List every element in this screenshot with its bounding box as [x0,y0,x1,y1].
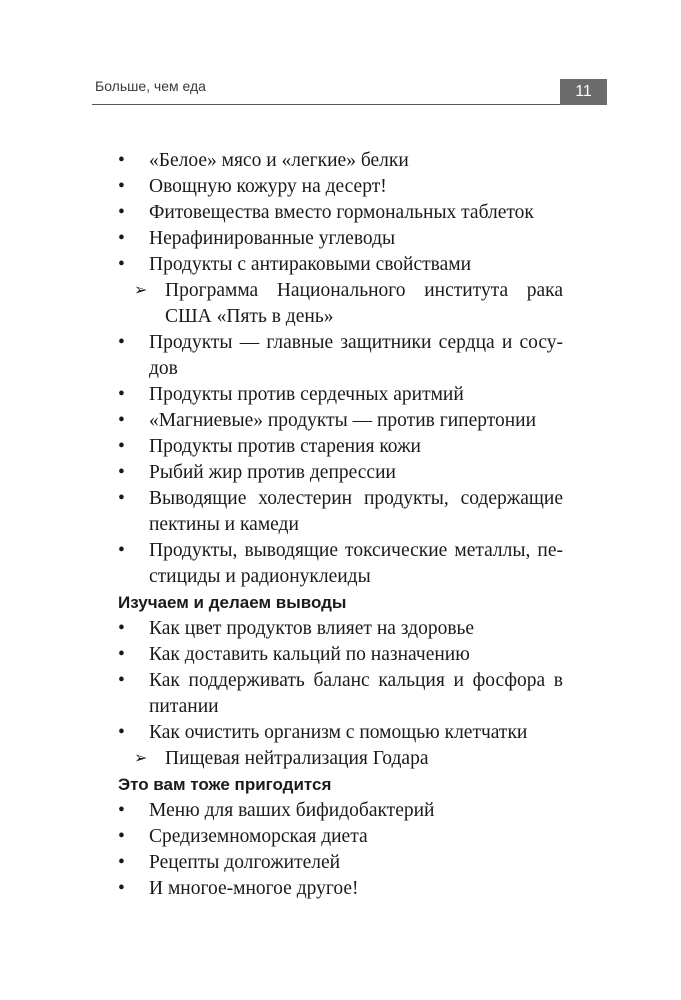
list-item [118,642,563,668]
bullet-icon: • [118,488,125,509]
bullet-icon: • [118,852,125,873]
bullet-icon: • [118,462,125,483]
list-item-text: И многое-многое другое! [149,878,359,899]
sub-list-item-text: Программа Национального института рака США «Пять в день» [165,280,563,327]
list-item-text: Выводящие холестерин продукты, содержащие пектины и камеди [149,488,563,535]
arrow-bullet-icon: ➢ [134,282,148,299]
list-item-text: Продукты с антираковыми свойствами [149,254,472,275]
bullet-icon: • [118,540,125,561]
list-item [118,850,563,876]
list-item [118,252,563,278]
list-item [118,668,563,720]
list-item-text: Как доставить кальций по назначению [149,644,470,665]
bullet-icon: • [118,384,125,405]
list-item-text: «Магниевые» продукты — против гипертонии [149,410,537,431]
bullet-icon: • [118,436,125,457]
list-item-text: Как очистить организм с помощью клетчатки [149,722,528,743]
list-item-text: Продукты — главные защитники сердца и сосу-дов [149,332,563,379]
bullet-icon: • [118,722,125,743]
sub-list-item [118,278,563,330]
list-item [118,486,563,538]
list-item-text: Фитовещества вместо гормональных таблеток [149,202,534,223]
list-item-text: «Белое» мясо и «легкие» белки [149,150,409,171]
list-item [118,616,563,642]
list-item [118,408,563,434]
section-heading: Изучаем и делаем выводы [118,593,347,612]
bullet-icon: • [118,228,125,249]
list-item-text: Продукты против сердечных аритмий [149,384,464,405]
bullet-icon: • [118,410,125,431]
sub-list-item [118,746,563,772]
list-item-text: Нерафинированные углеводы [149,228,396,249]
list-item [118,720,563,746]
list-item-text: Продукты, выводящие токсические металлы, пе-стициды и радионуклеиды [149,540,563,587]
list-item [118,148,563,174]
bullet-icon: • [118,150,125,171]
arrow-bullet-icon: ➢ [134,750,148,767]
list-item [118,382,563,408]
bullet-icon: • [118,670,125,691]
bullet-icon: • [118,644,125,665]
bullet-icon: • [118,800,125,821]
list-item-text: Как цвет продуктов влияет на здоровье [149,618,475,639]
list-item [118,538,563,590]
list-item [118,434,563,460]
list-item-text: Рецепты долгожителей [149,852,341,873]
bullet-icon: • [118,618,125,639]
bullet-icon: • [118,826,125,847]
list-item [118,200,563,226]
list-item [118,226,563,252]
list-item-text: Рыбий жир против депрессии [149,462,396,483]
page-number: 11 [560,79,607,105]
list-item-text: Как поддерживать баланс кальция и фосфора в питании [149,670,563,717]
list-item [118,798,563,824]
contents-list [118,148,563,902]
bullet-icon: • [118,332,125,353]
bullet-icon: • [118,254,125,275]
list-item [118,824,563,850]
header-rule [92,104,607,105]
running-head-title: Больше, чем еда [95,78,206,94]
list-item-text: Продукты против старения кожи [149,436,421,457]
sub-list-item-text: Пищевая нейтрализация Годара [165,748,429,769]
section-heading: Это вам тоже пригодится [118,775,332,794]
list-item-text: Меню для ваших бифидобактерий [149,800,435,821]
bullet-icon: • [118,176,125,197]
list-item [118,174,563,200]
list-item [118,876,563,902]
list-item [118,330,563,382]
list-item-text: Овощную кожуру на десерт! [149,176,387,197]
list-item-text: Средиземноморская диета [149,826,368,847]
bullet-icon: • [118,878,125,899]
list-item [118,460,563,486]
bullet-icon: • [118,202,125,223]
